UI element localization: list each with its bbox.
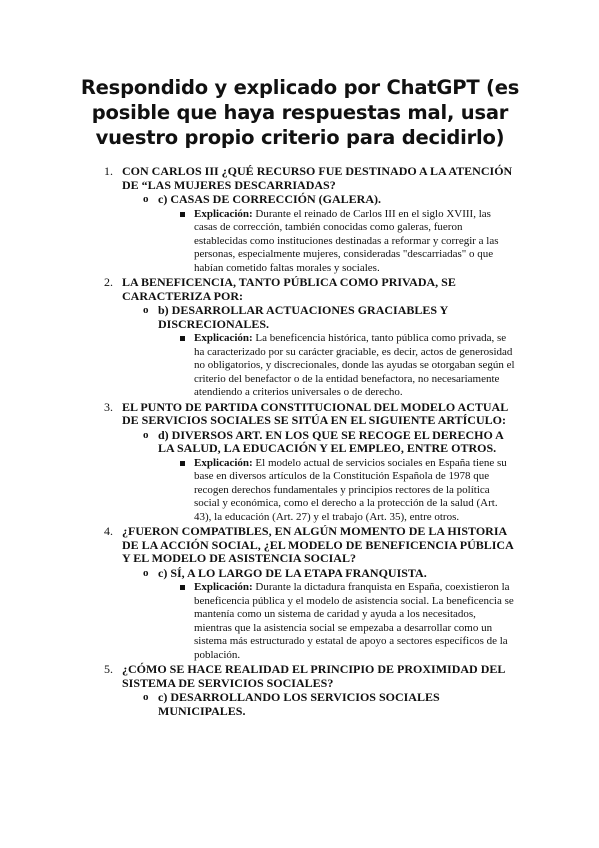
answer-text: c) SÍ, A LO LARGO DE LA ETAPA FRANQUISTA. — [158, 565, 427, 580]
question-number: 4. — [104, 524, 113, 538]
explanation-paragraph — [194, 208, 516, 276]
explanation-label: Explicación: — [194, 581, 253, 593]
answer-text: c) CASAS DE CORRECCIÓN (GALERA). — [158, 192, 382, 206]
question-number: 1. — [104, 164, 113, 178]
question-number: 3. — [104, 399, 113, 414]
explanation-paragraph — [194, 457, 516, 525]
explanation-label: Explicación: — [194, 456, 253, 469]
question-text: ¿FUERON COMPATIBLES, EN ALGÚN MOMENTO DE LA HISTORIA DE LA ACCIÓN SOCIAL, ¿EL MODELO DE BENEFICENCIA PÚBLICA Y EL MODELO DE ASISTENCIA SOCIAL? — [122, 524, 514, 565]
question-text: LA BENEFICENCIA, TANTO PÚBLICA COMO PRIVADA, SE CARACTERIZA POR: — [122, 275, 456, 303]
square-bullet-icon — [180, 585, 185, 590]
question-text: EL PUNTO DE PARTIDA CONSTITUCIONAL DEL MODELO ACTUAL DE SERVICIOS SOCIALES SE SITÚA EN EL SIGUIENTE ARTÍCULO: — [122, 399, 508, 427]
answer-bullet: o — [143, 193, 149, 205]
explanation-paragraph — [194, 581, 516, 662]
answer-item — [0, 691, 599, 718]
explanation-item — [0, 581, 599, 662]
question-list — [0, 165, 599, 718]
answer-bullet: o — [143, 691, 149, 703]
answer-text: b) DESARROLLAR ACTUACIONES GRACIABLES Y DISCRECIONALES. — [158, 303, 448, 331]
answer-bullet: o — [143, 304, 149, 316]
explanation-text: Durante el reinado de Carlos III en el siglo XVIII, las casas de corrección, también conocidas como galeras, fueron establecidas como instituciones destinadas a reformar y corregir a las personas, especialmente mujeres, consideradas "descarriadas" o que habían cometido faltas morales y sociales. — [194, 207, 499, 274]
question-number: 2. — [104, 275, 113, 289]
explanation-text: Durante la dictadura franquista en España, coexistieron la beneficencia pública y el modelo de asistencia social. La beneficencia se mantenía como un sistema de caridad y ayuda a los necesitados, mientras que la asistencia social se empezaba a desarrollar como un sistema más estructurado y estatal de apoyo a sectores específicos de la población. — [194, 581, 514, 661]
answer-item — [0, 193, 599, 207]
answer-item — [0, 567, 599, 581]
answer-text: c) DESARROLLANDO LOS SERVICIOS SOCIALES MUNICIPALES. — [158, 690, 440, 718]
answer-item — [0, 429, 599, 456]
answer-bullet: o — [143, 428, 149, 441]
question-item — [0, 165, 599, 275]
square-bullet-icon — [180, 461, 185, 466]
explanation-paragraph — [194, 332, 516, 400]
question-item — [0, 525, 599, 662]
question-item — [0, 401, 599, 525]
square-bullet-icon — [180, 336, 185, 341]
question-number: 5. — [104, 662, 113, 676]
explanation-item — [0, 332, 599, 400]
explanation-text: El modelo actual de servicios sociales en España tiene su base en diversos artículos de la Constitución Española de 1978 que recogen derechos fundamentales y principios rectores de la política social y económica, como el derecho a la protección de la salud (Art. 43), la educación (Art. 27) y el trabajo (Art. 35), entre otros. — [194, 456, 507, 523]
explanation-text: La beneficencia histórica, tanto pública como privada, se ha caracterizado por su carácter graciable, es decir, actos de generosidad no obligatorios, y discrecionales, donde las ayudas se otorgaban según el criterio del benefactor o de la entidad benefactora, no necesariamente atendiendo a criterios universales o de derecho. — [194, 332, 515, 398]
explanation-item — [0, 208, 599, 276]
question-item — [0, 663, 599, 718]
document-title: Respondido y explicado por ChatGPT (es posible que haya respuestas mal, usar vuestro propio criterio para decidirlo) — [80, 76, 520, 149]
answer-item — [0, 304, 599, 331]
explanation-label: Explicación: — [194, 207, 253, 220]
question-text: ¿CÓMO SE HACE REALIDAD EL PRINCIPIO DE PROXIMIDAD DEL SISTEMA DE SERVICIOS SOCIALES? — [122, 662, 505, 690]
square-bullet-icon — [180, 212, 185, 217]
explanation-item — [0, 457, 599, 525]
answer-text: d) DIVERSOS ART. EN LOS QUE SE RECOGE EL DERECHO A LA SALUD, LA EDUCACIÓN Y EL EMPLEO, ENTRE OTROS. — [158, 427, 504, 455]
question-text: CON CARLOS III ¿QUÉ RECURSO FUE DESTINADO A LA ATENCIÓN DE “LAS MUJERES DESCARRIADAS? — [122, 164, 513, 192]
explanation-label: Explicación: — [194, 332, 253, 344]
answer-bullet: o — [143, 566, 149, 579]
question-item — [0, 276, 599, 400]
